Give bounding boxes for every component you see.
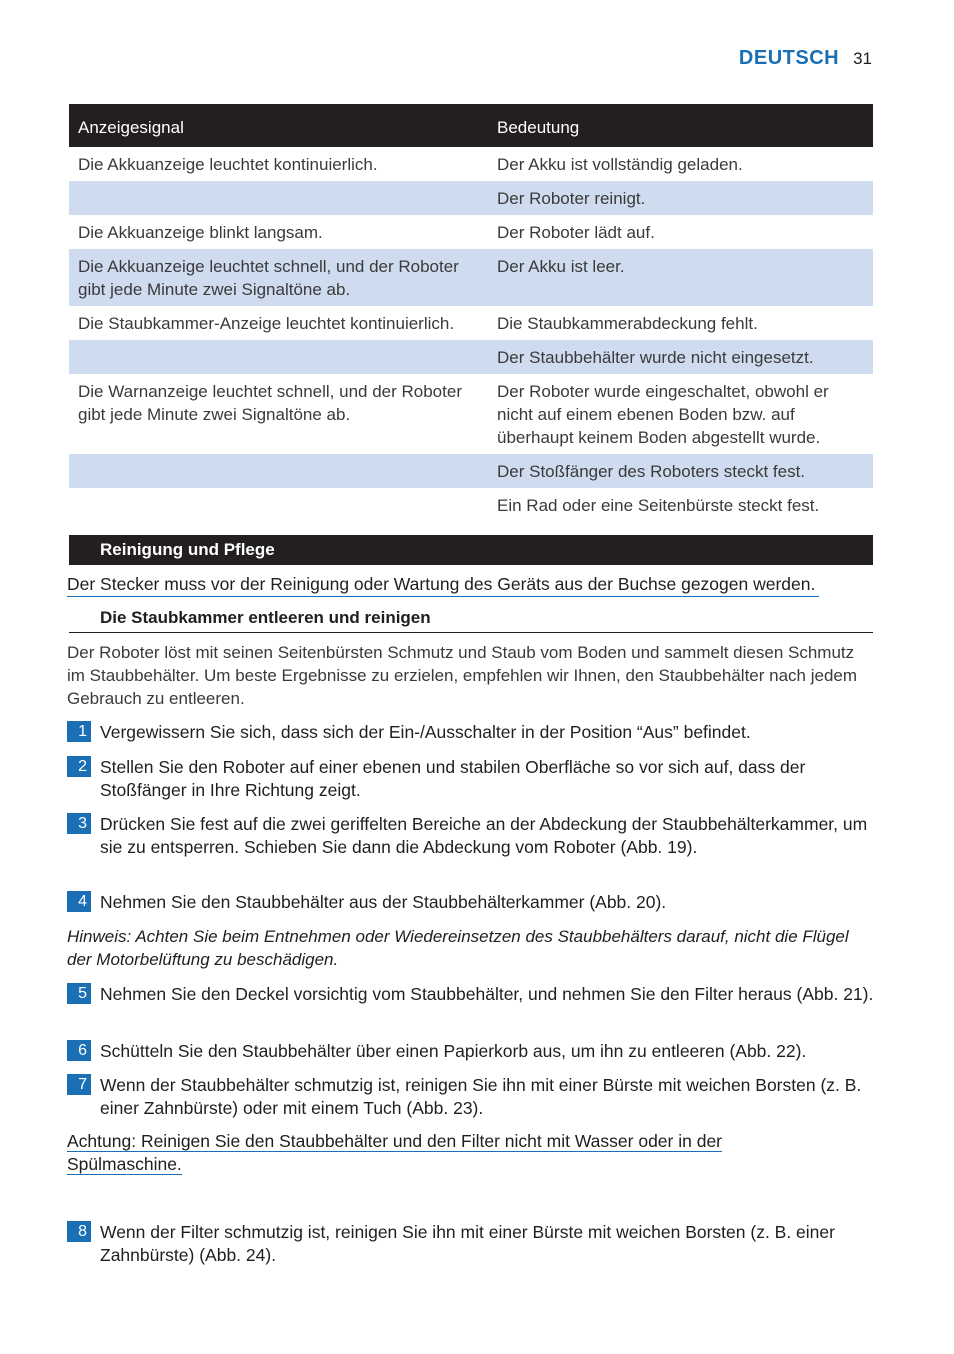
step-number-badge: 5 [67,983,91,1004]
note-text: Hinweis: Achten Sie beim Entnehmen oder Wiedereinsetzen des Staubbehälters darauf, nicht die Flügel der Motorbelüftung zu beschädigen. [67,927,849,969]
signal-cell: Die Staubkammer-Anzeige leuchtet kontinuierlich. [78,314,455,333]
section-title: Reinigung und Pflege [69,535,873,565]
step-item [67,1040,875,1063]
table-row [69,454,873,488]
step-item [67,891,875,914]
step-item [67,983,875,1006]
subsection-heading: Die Staubkammer entleeren und reinigen [69,606,873,633]
meaning-cell: Ein Rad oder eine Seitenbürste steckt fest. [497,496,820,515]
caution-underlined: Achtung: Reinigen Sie den Staubbehälter und den Filter nicht mit Wasser oder in der Spülmaschine. [67,1131,723,1174]
step-item [67,813,875,859]
step-text: Nehmen Sie den Staubbehälter aus der Staubbehälterkammer (Abb. 20). [100,892,667,912]
meaning-cell: Der Roboter wurde eingeschaltet, obwohl er nicht auf einem ebenen Boden bzw. auf überhaupt keinem Boden abgestellt wurde. [497,382,829,447]
table-row [69,340,873,374]
indicator-table [69,104,873,522]
step-number-badge: 3 [67,813,91,834]
table-row [69,181,873,215]
step-number-badge: 4 [67,891,91,912]
signal-cell: Die Warnanzeige leuchtet schnell, und der Roboter gibt jede Minute zwei Signaltöne ab. [78,382,462,424]
step-number-badge: 1 [67,721,91,742]
meaning-cell: Der Staubbehälter wurde nicht eingesetzt. [488,340,873,374]
signal-cell: Die Akkuanzeige blinkt langsam. [78,223,323,242]
step-number-badge: 6 [67,1040,91,1061]
meaning-cell: Der Akku ist vollständig geladen. [497,155,743,174]
signal-cell [69,181,488,215]
meaning-cell: Der Roboter lädt auf. [497,223,655,242]
meaning-cell: Der Stoßfänger des Roboters steckt fest. [488,454,873,488]
caution-text [67,1130,807,1176]
step-item [67,756,875,802]
step-number-badge: 2 [67,756,91,777]
table-row [69,215,873,249]
column-header-meaning: Bedeutung [488,104,873,147]
signal-cell: Die Akkuanzeige leuchtet schnell, und der Roboter gibt jede Minute zwei Signaltöne ab. [69,249,488,306]
signal-cell [69,488,488,522]
step-text: Stellen Sie den Roboter auf einer ebenen und stabilen Oberfläche so vor sich auf, dass der Stoßfänger in Ihre Richtung zeigt. [100,757,806,800]
table-row [69,374,873,454]
page-header [739,47,872,70]
safety-warning: Der Stecker muss vor der Reinigung oder Wartung des Geräts aus der Buchse gezogen werden. [67,573,819,597]
table-row [69,488,873,522]
meaning-cell: Der Roboter reinigt. [488,181,873,215]
signal-cell [69,340,488,374]
step-text: Nehmen Sie den Deckel vorsichtig vom Staubbehälter, und nehmen Sie den Filter heraus (Abb. 21). [100,984,874,1004]
step-number-badge: 7 [67,1074,91,1095]
step-text: Wenn der Staubbehälter schmutzig ist, reinigen Sie ihn mit einer Bürste mit weichen Borsten (z. B. einer Zahnbürste) oder mit einem Tuch (Abb. 23). [100,1075,862,1118]
column-header-signal: Anzeigesignal [69,104,488,147]
table-header-row [69,104,873,147]
language-label: DEUTSCH [738,47,840,69]
intro-paragraph: Der Roboter löst mit seinen Seitenbürsten Schmutz und Staub vom Boden und sammelt diesen Schmutz im Staubbehälter. Um beste Ergebnisse zu erzielen, empfehlen wir Ihnen, den Staubbehälter nach jedem Gebrauch zu entleeren. [67,643,858,708]
table-row [69,147,873,181]
step-text: Vergewissern Sie sich, dass sich der Ein-/Ausschalter in der Position “Aus” befindet. [100,722,751,742]
meaning-cell: Der Akku ist leer. [488,249,873,306]
step-text: Drücken Sie fest auf die zwei geriffelten Bereiche an der Abdeckung der Staubbehälterkammer, um sie zu entsperren. Schieben Sie dann die Abdeckung vom Roboter (Abb. 19). [100,814,868,857]
step-item [67,1221,875,1267]
table-row [69,249,873,306]
meaning-cell: Die Staubkammerabdeckung fehlt. [497,314,758,333]
table-row [69,306,873,340]
step-item [67,721,875,744]
step-text: Schütteln Sie den Staubbehälter über einen Papierkorb aus, um ihn zu entleeren (Abb. 22). [100,1041,807,1061]
step-item [67,1074,875,1120]
step-number-badge: 8 [67,1221,91,1242]
signal-cell [69,454,488,488]
page-number: 31 [853,49,872,68]
signal-cell: Die Akkuanzeige leuchtet kontinuierlich. [78,155,378,174]
step-text: Wenn der Filter schmutzig ist, reinigen Sie ihn mit einer Bürste mit weichen Borsten (z. B. einer Zahnbürste) (Abb. 24). [100,1222,835,1265]
